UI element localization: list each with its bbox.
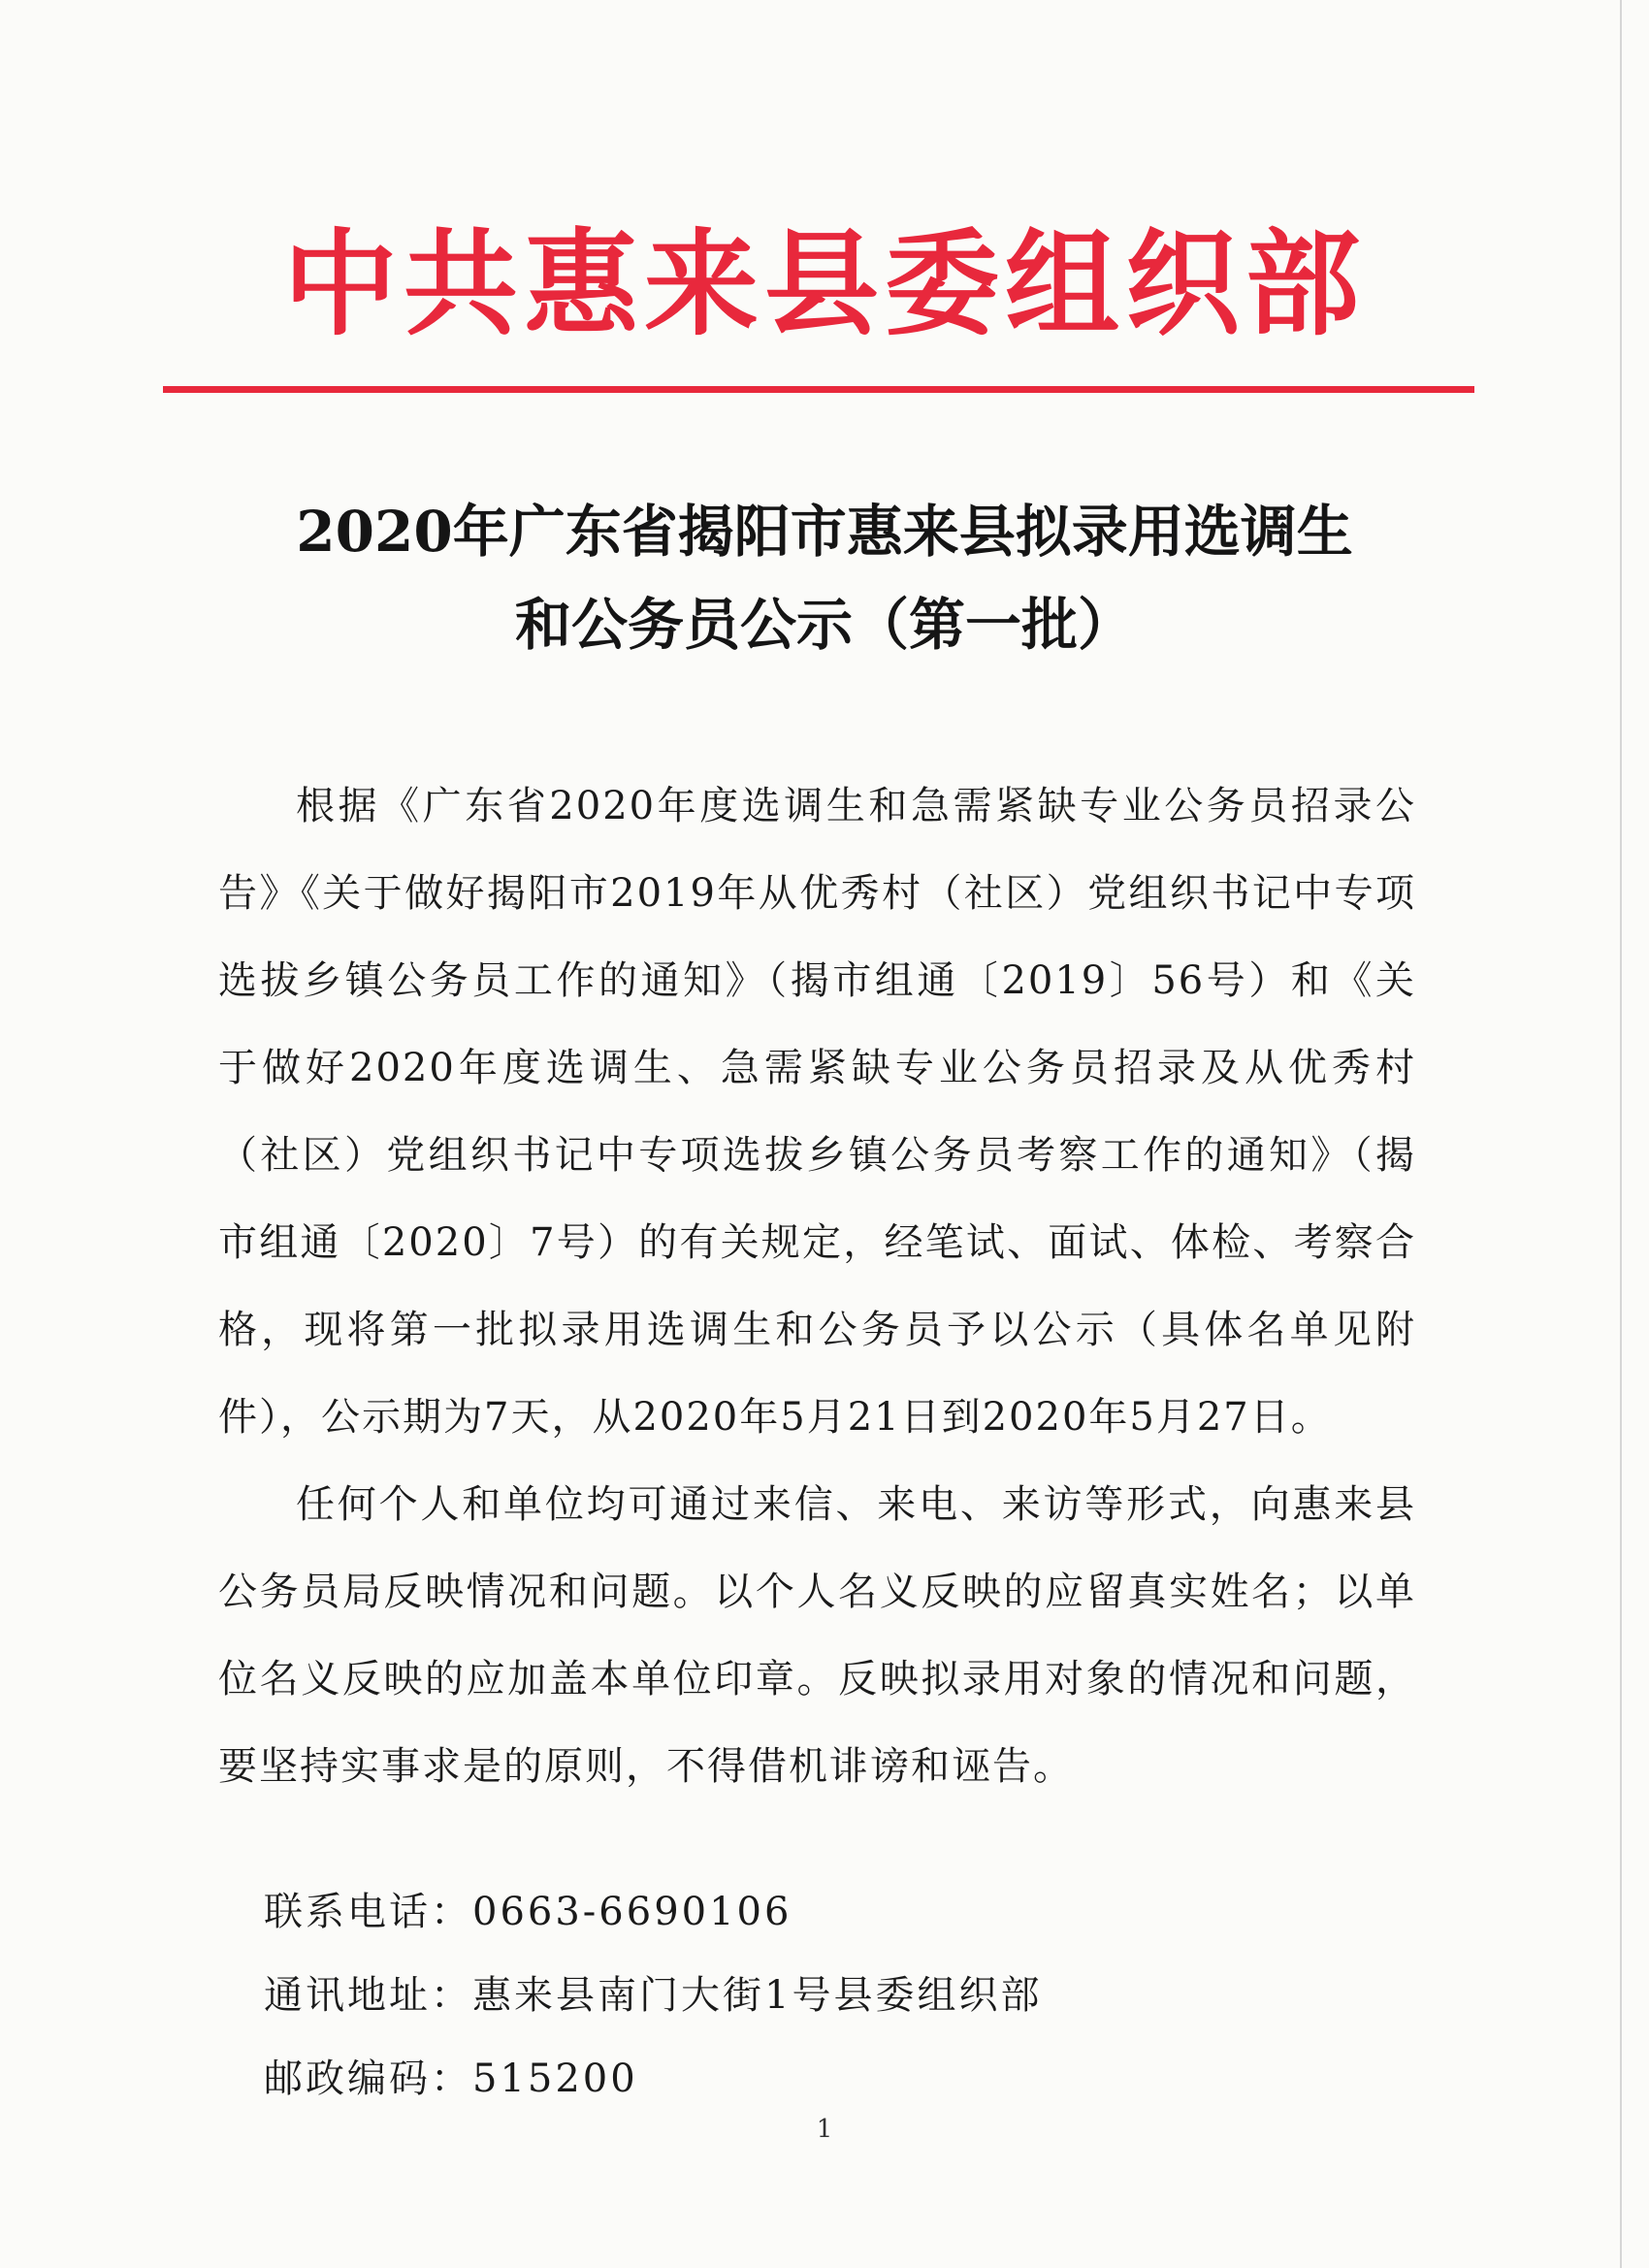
title-line-2: 和公务员公示（第一批） [514, 592, 1134, 658]
body-paragraph-2: 任何个人和单位均可通过来信、来电、来访等形式，向惠来县公务员局反映情况和问题。以个人名义反映的应留真实姓名；以单位名义反映的应加盖本单位印章。反映拟录用对象的情况和问题，要坚持实事求是的原则，不得借机诽谤和诬告。 [218, 1482, 1416, 1789]
document-body [218, 762, 1416, 1810]
contact-phone: 联系电话：0663-6690106 [264, 1890, 792, 1934]
contact-block [264, 1870, 1042, 2121]
title-line-1: 2020年广东省揭阳市惠来县拟录用选调生 [296, 499, 1353, 565]
letterhead-title: 中共惠来县委组织部 [282, 217, 1366, 351]
contact-address: 通讯地址：惠来县南门大街1号县委组织部 [264, 1973, 1043, 2018]
document-title [0, 485, 1649, 671]
letterhead-red-rule [163, 386, 1474, 393]
body-paragraph-1: 根据《广东省2020年度选调生和急需紧缺专业公务员招录公告》《关于做好揭阳市2019年从优秀村（社区）党组织书记中专项选拔乡镇公务员工作的通知》（揭市组通〔2019〕56号）和《关于做好2020年度选调生、急需紧缺专业公务员招录及从优秀村（社区）党组织书记中专项选拔乡镇公务员考察工作的通知》（揭市组通〔2020〕7号）的有关规定，经笔试、面试、体检、考察合格，现将第一批拟录用选调生和公务员予以公示（具体名单见附件），公示期为7天，从2020年5月21日到2020年5月27日。 [218, 784, 1416, 1440]
page-number: 1 [816, 2115, 833, 2144]
contact-postcode: 邮政编码：515200 [264, 2057, 638, 2101]
